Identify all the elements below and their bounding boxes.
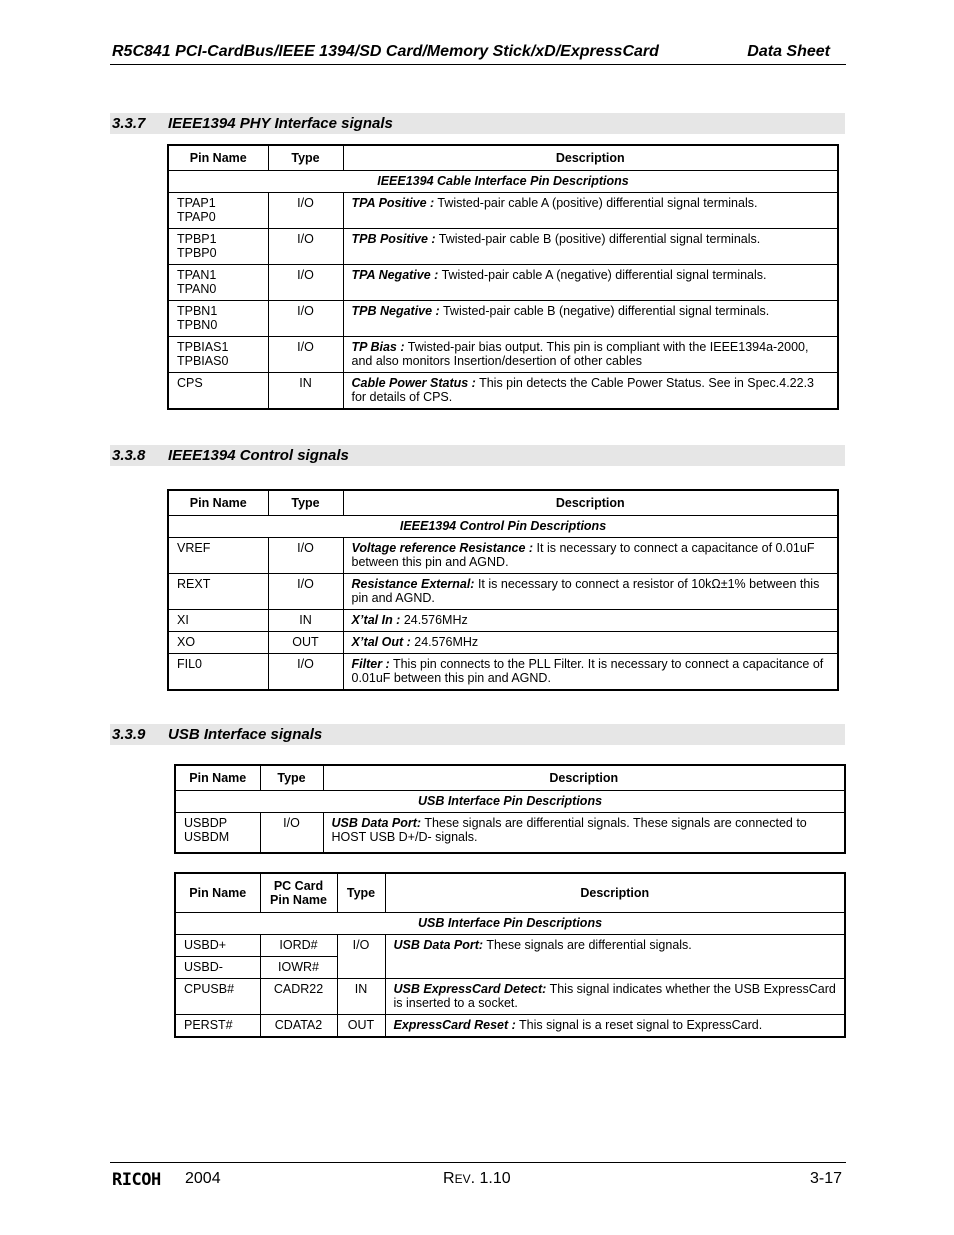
col-type: Type [337, 873, 385, 913]
pin-name: REXT [168, 574, 268, 610]
table-row [168, 654, 838, 691]
pin-name: TPBN1 TPBN0 [168, 301, 268, 337]
ricoh-logo: RICOH [112, 1170, 161, 1190]
col-description: Description [343, 145, 838, 171]
col-description: Description [323, 765, 845, 791]
pin-type: IN [337, 979, 385, 1015]
section-heading [110, 445, 845, 466]
pin-description: Resistance External: It is necessary to connect a resistor of 10kΩ±1% between this pin and AGND. [343, 574, 838, 610]
pc-card-pin-name: IOWR# [260, 957, 337, 979]
table-row [168, 538, 838, 574]
section-heading [110, 724, 845, 745]
table-row [168, 373, 838, 410]
section-number: 3.3.7 [112, 115, 146, 132]
section-title: IEEE1394 Control signals [168, 447, 349, 464]
table-subheader: USB Interface Pin Descriptions [175, 791, 845, 813]
col-description: Description [385, 873, 845, 913]
pin-type: IN [268, 373, 343, 410]
table-row [168, 610, 838, 632]
ieee1394-control-table [167, 489, 839, 691]
table-row [175, 1015, 845, 1038]
pin-type: I/O [337, 935, 385, 979]
table-row [175, 813, 845, 853]
section-number: 3.3.9 [112, 726, 146, 743]
section-heading [110, 113, 845, 134]
pin-type: I/O [268, 538, 343, 574]
col-type: Type [260, 765, 323, 791]
table-row [168, 229, 838, 265]
section-number: 3.3.8 [112, 447, 146, 464]
pin-description: TP Bias : Twisted-pair bias output. This pin is compliant with the IEEE1394a-2000, and also monitors Insertion/desertion of other cables [343, 337, 838, 373]
pin-description: X’tal In : 24.576MHz [343, 610, 838, 632]
footer-year: 2004 [185, 1170, 221, 1187]
pin-type: I/O [268, 654, 343, 691]
pin-description: USB Data Port: These signals are differential signals. [385, 935, 845, 979]
pin-description: USB Data Port: These signals are differential signals. These signals are connected to HOST USB D+/D- signals. [323, 813, 845, 853]
section-title: IEEE1394 PHY Interface signals [168, 115, 393, 132]
table-row [168, 574, 838, 610]
revision-label: REV. 1.10 [443, 1170, 511, 1187]
pin-name: XI [168, 610, 268, 632]
pin-name: XO [168, 632, 268, 654]
usb-interface-table [174, 764, 846, 854]
col-pc-card-pin-name: PC Card Pin Name [260, 873, 337, 913]
pin-name: USBD- [175, 957, 260, 979]
pin-name: CPUSB# [175, 979, 260, 1015]
pin-name: TPBP1 TPBP0 [168, 229, 268, 265]
pin-type: IN [268, 610, 343, 632]
pin-type: I/O [268, 337, 343, 373]
table-header-row [175, 873, 845, 913]
pin-name: FIL0 [168, 654, 268, 691]
page-header [110, 42, 846, 65]
pin-type: I/O [268, 193, 343, 229]
pin-name: USBD+ [175, 935, 260, 957]
pin-name: PERST# [175, 1015, 260, 1038]
document-title: R5C841 PCI-CardBus/IEEE 1394/SD Card/Memory Stick/xD/ExpressCard [112, 43, 659, 60]
table-subheader: USB Interface Pin Descriptions [175, 913, 845, 935]
page-footer [110, 1162, 846, 1193]
table-subheader: IEEE1394 Control Pin Descriptions [168, 516, 838, 538]
pin-name: USBDP USBDM [175, 813, 260, 853]
pin-description: ExpressCard Reset : This signal is a reset signal to ExpressCard. [385, 1015, 845, 1038]
col-pin-name: Pin Name [175, 873, 260, 913]
table-header-row [168, 145, 838, 171]
pin-name: TPBIAS1 TPBIAS0 [168, 337, 268, 373]
table-row [168, 301, 838, 337]
pc-card-pin-name: CADR22 [260, 979, 337, 1015]
col-description: Description [343, 490, 838, 516]
document-type: Data Sheet [747, 43, 830, 60]
pin-description: Filter : This pin connects to the PLL Filter. It is necessary to connect a capacitance of 0.01uF between this pin and AGND. [343, 654, 838, 691]
pin-description: Voltage reference Resistance : It is necessary to connect a capacitance of 0.01uF between this pin and AGND. [343, 538, 838, 574]
table-row [168, 193, 838, 229]
table-row [175, 979, 845, 1015]
table-subheader: IEEE1394 Cable Interface Pin Descriptions [168, 171, 838, 193]
pin-type: I/O [268, 229, 343, 265]
pin-name: CPS [168, 373, 268, 410]
pc-card-pin-name: IORD# [260, 935, 337, 957]
section-title: USB Interface signals [168, 726, 323, 743]
pin-description: TPB Negative : Twisted-pair cable B (negative) differential signal terminals. [343, 301, 838, 337]
pin-name: VREF [168, 538, 268, 574]
col-type: Type [268, 145, 343, 171]
pin-description: TPB Positive : Twisted-pair cable B (positive) differential signal terminals. [343, 229, 838, 265]
pin-description: Cable Power Status : This pin detects the Cable Power Status. See in Spec.4.22.3 for details of CPS. [343, 373, 838, 410]
table-header-row [175, 765, 845, 791]
page-number: 3-17 [809, 1170, 842, 1187]
pin-type: I/O [268, 265, 343, 301]
pin-type: OUT [337, 1015, 385, 1038]
pin-description: USB ExpressCard Detect: This signal indicates whether the USB ExpressCard is inserted to a socket. [385, 979, 845, 1015]
table-row [175, 935, 845, 957]
pin-type: I/O [268, 301, 343, 337]
col-pin-name: Pin Name [168, 490, 268, 516]
col-pin-name: Pin Name [175, 765, 260, 791]
table-row [168, 265, 838, 301]
table-row [168, 632, 838, 654]
usb-expresscard-table [174, 872, 846, 1038]
pin-type: I/O [260, 813, 323, 853]
pin-name: TPAP1 TPAP0 [168, 193, 268, 229]
pin-name: TPAN1 TPAN0 [168, 265, 268, 301]
table-header-row [168, 490, 838, 516]
pin-description: TPA Negative : Twisted-pair cable A (negative) differential signal terminals. [343, 265, 838, 301]
table-row [168, 337, 838, 373]
pin-type: OUT [268, 632, 343, 654]
col-pin-name: Pin Name [168, 145, 268, 171]
col-type: Type [268, 490, 343, 516]
pin-description: TPA Positive : Twisted-pair cable A (positive) differential signal terminals. [343, 193, 838, 229]
pin-type: I/O [268, 574, 343, 610]
pin-description: X’tal Out : 24.576MHz [343, 632, 838, 654]
pc-card-pin-name: CDATA2 [260, 1015, 337, 1038]
ieee1394-phy-table [167, 144, 839, 410]
